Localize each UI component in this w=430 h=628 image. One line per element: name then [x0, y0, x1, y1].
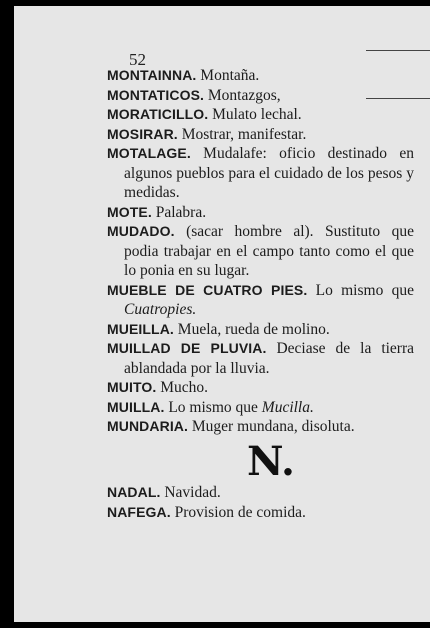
entry-headword: NAFEGA.: [107, 503, 171, 520]
glossary-entry: [107, 86, 414, 106]
glossary-entry: [107, 125, 414, 145]
entry-definition: Mudalafe: oficio destinado en algunos pueblos para el cuidado de los pesos y medidas.: [124, 145, 414, 201]
entry-headword: MOTE.: [107, 203, 152, 220]
glossary-entries-n: [107, 483, 414, 522]
entry-definition: Lo mismo que: [168, 398, 258, 416]
entry-headword: MUEILLA.: [107, 320, 174, 337]
glossary-entry: [107, 417, 414, 437]
entry-definition: Mostrar, manifestar.: [181, 125, 307, 143]
entry-headword: MUITO.: [107, 379, 157, 395]
section-letter: N.: [247, 438, 295, 485]
entry-definition: Montaña.: [200, 67, 260, 84]
entry-definition: Navidad.: [164, 484, 221, 501]
glossary-entry: [107, 66, 414, 86]
entry-headword: MONTAINNA.: [107, 67, 197, 83]
entry-definition: Lo mismo que: [315, 281, 414, 299]
entry-italic-term: Cuatropies.: [124, 301, 197, 318]
entry-definition: Provision de comida.: [174, 503, 306, 521]
entry-headword: MUDADO.: [107, 223, 175, 239]
entry-headword: MUILLA.: [107, 398, 165, 415]
entry-headword: MONTATICOS.: [107, 86, 205, 103]
margin-rule: [366, 50, 430, 51]
glossary-entry: [107, 378, 414, 398]
glossary-entry: [107, 483, 414, 503]
glossary-entry: [107, 398, 414, 418]
glossary-entry: [107, 339, 414, 378]
entry-definition: Mucho.: [160, 379, 209, 396]
glossary-entry: [107, 144, 414, 203]
entry-headword: MOSIRAR.: [107, 125, 178, 142]
entry-definition: (sacar hombre al). Sustituto que podia trabajar en el campo tanto como el que lo ponia en su lugar.: [124, 223, 414, 279]
entry-definition: Palabra.: [155, 203, 207, 221]
glossary-entry: [107, 503, 414, 523]
entry-definition: Muela, rueda de molino.: [177, 320, 330, 338]
entry-definition: Montazgos,: [207, 86, 281, 104]
glossary-entry: [107, 281, 414, 320]
entry-headword: MUNDARIA.: [107, 418, 189, 434]
entry-headword: MUEBLE DE CUATRO PIES.: [107, 281, 308, 298]
entry-definition: Deciase de la tierra ablandada por la lluvia.: [124, 340, 415, 377]
entry-headword: MORATICILLO.: [107, 106, 209, 122]
entry-definition: Mulato lechal.: [212, 106, 302, 123]
glossary-entry: [107, 320, 414, 340]
glossary-entry: [107, 203, 414, 223]
glossary-entry: [107, 105, 414, 125]
entry-headword: NADAL.: [107, 484, 161, 500]
entry-italic-term: Mucilla.: [261, 398, 314, 416]
entry-headword: MUILLAD DE PLUVIA.: [107, 340, 267, 356]
glossary-entry: [107, 222, 414, 281]
entry-headword: MOTALAGE.: [107, 145, 191, 161]
glossary-entries: [107, 66, 414, 437]
entry-definition: Muger mundana, disoluta.: [191, 418, 355, 435]
page-number: 52: [129, 50, 146, 69]
